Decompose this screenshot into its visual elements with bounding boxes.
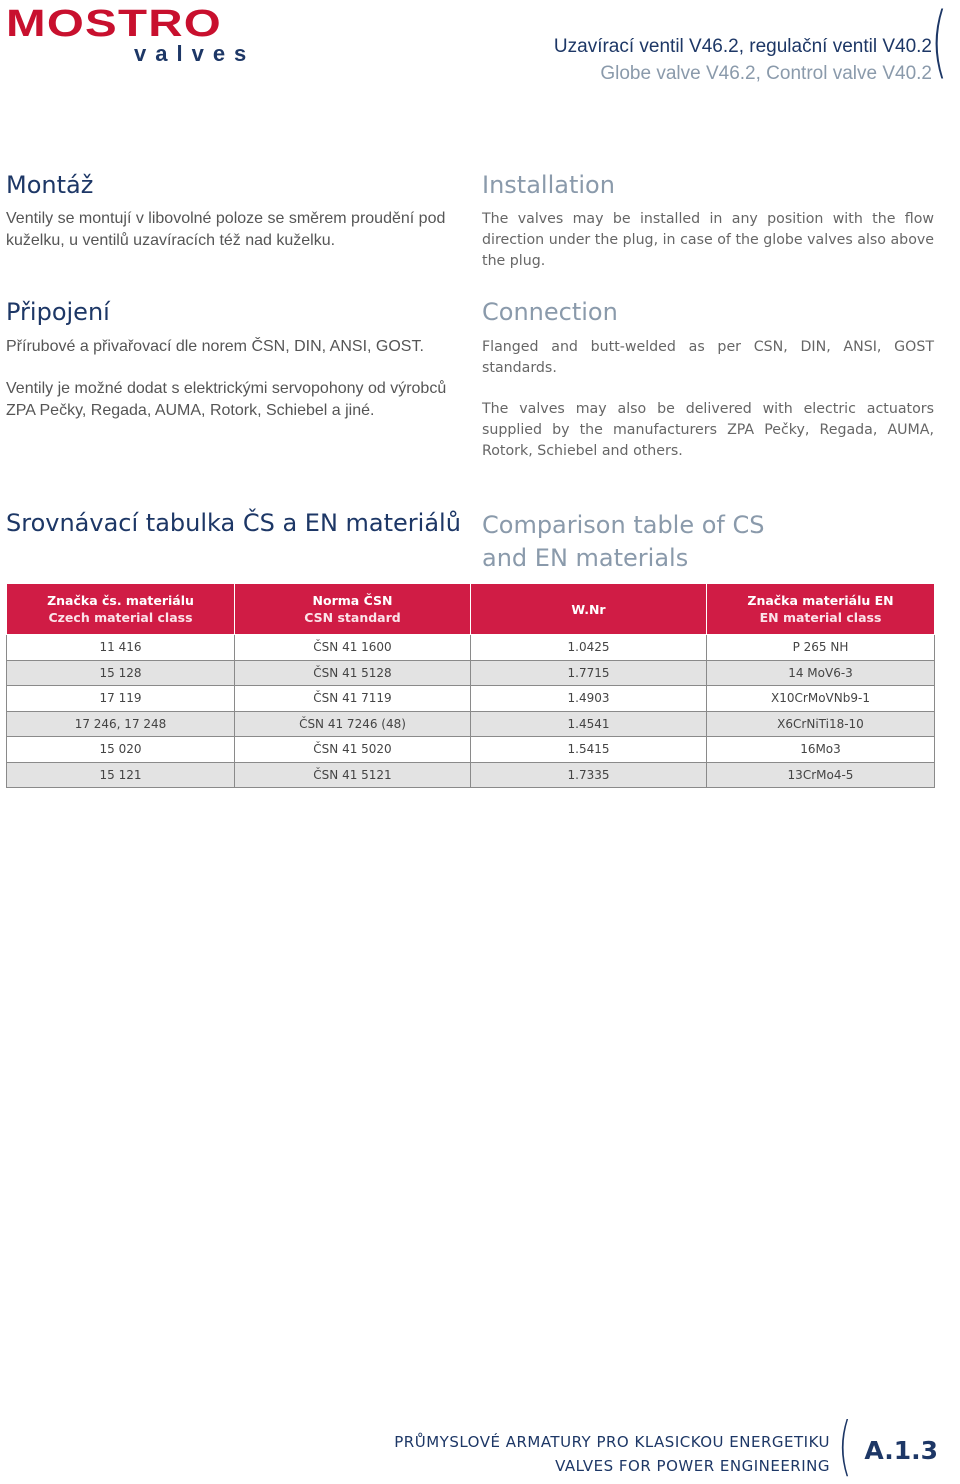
column-header-csn-standard <box>235 584 471 635</box>
column-header-main: W.Nr <box>571 601 606 617</box>
table-heading-cz-block <box>6 509 461 537</box>
logo-wordmark-top: MOSTRO <box>6 3 222 45</box>
table-cell: ČSN 41 1600 <box>235 635 471 661</box>
table-cell: 15 020 <box>7 737 235 763</box>
table-cell: 1.7715 <box>471 660 707 686</box>
connection-text-2: The valves may also be delivered with electric actuators supplied by the manufacturers ZPA Pečky, Regada, AUMA, Rotork, Schiebel and others. <box>482 401 934 459</box>
table-cell: 14 MoV6-3 <box>707 660 935 686</box>
table-row <box>7 635 935 661</box>
column-header-en-class <box>707 584 935 635</box>
table-heading-cz: Srovnávací tabulka ČS a EN materiálů <box>6 509 461 537</box>
column-header-main: Značka materiálu EN <box>747 593 894 608</box>
table-heading-en-line-1: Comparison table of CS <box>482 511 765 539</box>
montaz-text: Ventily se montují v libovolné poloze se směrem proudění pod kuželku, u ventilů uzavíracích též nad kuželku. <box>6 210 446 249</box>
header-bracket-decoration: ( <box>930 0 948 87</box>
table-cell: X10CrMoVNb9-1 <box>707 686 935 712</box>
materials-comparison-table <box>6 583 935 788</box>
footer-line-cz: PRŮMYSLOVÉ ARMATURY PRO KLASICKOU ENERGETIKU <box>394 1433 830 1451</box>
table-cell: 1.0425 <box>471 635 707 661</box>
table-cell: ČSN 41 7246 (48) <box>235 711 471 737</box>
column-header-sub: EN material class <box>759 610 882 625</box>
montaz-heading: Montáž <box>6 171 94 199</box>
footer-bracket-decoration: ( <box>838 1410 852 1484</box>
table-cell: 1.4903 <box>471 686 707 712</box>
table-cell: 17 119 <box>7 686 235 712</box>
table-cell: 17 246, 17 248 <box>7 711 235 737</box>
table-cell: 1.7335 <box>471 762 707 788</box>
pripojeni-text-1: Přírubové a přivařovací dle norem ČSN, DIN, ANSI, GOST. <box>6 338 424 355</box>
column-header-sub: Czech material class <box>48 610 193 625</box>
table-heading-en-block <box>482 509 934 575</box>
table-cell: 16Mo3 <box>707 737 935 763</box>
header-title-cz: Uzavírací ventil V46.2, regulační ventil V40.2 <box>553 36 932 57</box>
pripojeni-heading: Připojení <box>6 298 110 326</box>
header-title-en: Globe valve V46.2, Control valve V40.2 <box>600 63 932 84</box>
table-row <box>7 737 935 763</box>
column-header-main: Značka čs. materiálu <box>47 593 194 608</box>
footer-line-en: VALVES FOR POWER ENGINEERING <box>555 1457 830 1475</box>
table-cell: 15 128 <box>7 660 235 686</box>
connection-text-1: Flanged and butt-welded as per CSN, DIN, ANSI, GOST standards. <box>482 339 934 376</box>
pripojeni-text-2: Ventily je možné dodat s elektrickými servopohony od výrobců ZPA Pečky, Regada, AUMA, Rotork, Schiebel a jiné. <box>6 380 447 419</box>
column-header-main: Norma ČSN <box>312 593 393 608</box>
table-cell: P 265 NH <box>707 635 935 661</box>
table-row <box>7 762 935 788</box>
installation-text: The valves may be installed in any position with the flow direction under the plug, in case of the globe valves also above the plug. <box>482 211 934 269</box>
table-cell: 11 416 <box>7 635 235 661</box>
table-cell: X6CrNiTi18-10 <box>707 711 935 737</box>
connection-section <box>482 298 934 462</box>
table-cell: 13CrMo4-5 <box>707 762 935 788</box>
page-number: A.1.3 <box>864 1436 938 1465</box>
table-cell: ČSN 41 5020 <box>235 737 471 763</box>
table-heading-en-line-2: and EN materials <box>482 544 689 572</box>
table-cell: 1.5415 <box>471 737 707 763</box>
table-row <box>7 660 935 686</box>
table-cell: 15 121 <box>7 762 235 788</box>
montaz-section <box>6 171 461 252</box>
table-cell: ČSN 41 7119 <box>235 686 471 712</box>
column-header-czech-class <box>7 584 235 635</box>
column-header-sub: CSN standard <box>304 610 401 625</box>
table-cell: ČSN 41 5121 <box>235 762 471 788</box>
table-header-row <box>7 584 935 635</box>
installation-heading: Installation <box>482 171 615 199</box>
logo-wordmark-bottom: valves <box>134 41 256 66</box>
installation-section <box>482 171 934 272</box>
column-header-wnr <box>471 584 707 635</box>
table-heading-en <box>482 509 934 575</box>
table-cell: 1.4541 <box>471 711 707 737</box>
mostro-valves-logo <box>6 3 256 68</box>
table-cell: ČSN 41 5128 <box>235 660 471 686</box>
connection-heading: Connection <box>482 298 618 326</box>
pripojeni-section <box>6 298 461 422</box>
table-row <box>7 711 935 737</box>
table-row <box>7 686 935 712</box>
